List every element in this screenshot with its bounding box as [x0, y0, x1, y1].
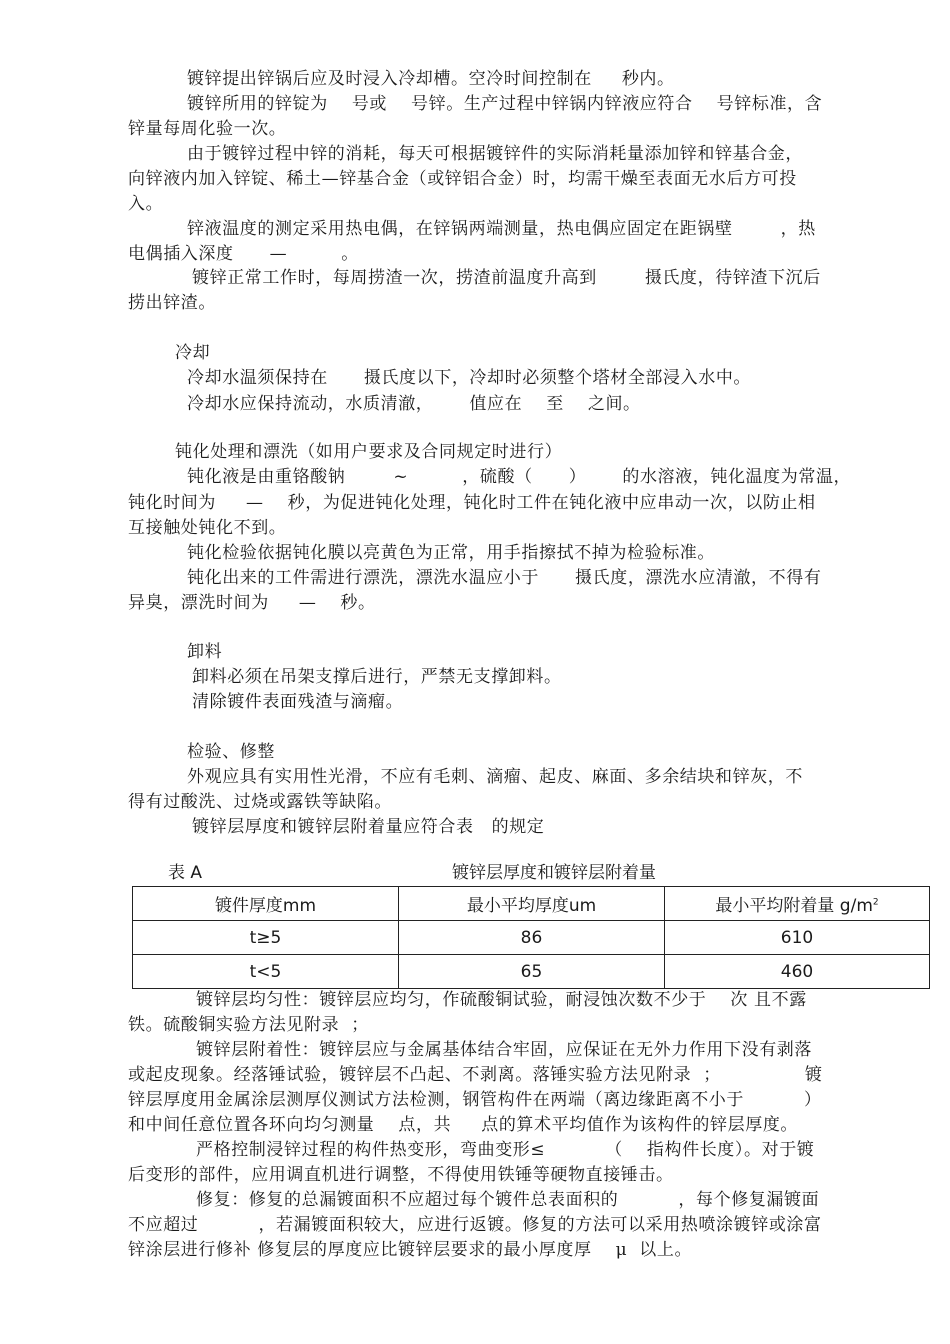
table-cell: 610 — [665, 921, 930, 955]
paragraph-line: 或起皮现象。经落锤试验，镀锌层不凸起、不剥离。落锤实验方法见附录 ； 镀 — [128, 1065, 823, 1085]
paragraph-line: 向锌液内加入锌锭、稀土—锌基合金（或锌铝合金）时，均需干燥至表面无水后方可投 — [128, 169, 797, 189]
paragraph-line: 镀锌提出锌锅后应及时浸入冷却槽。空冷时间控制在 秒内。 — [187, 69, 675, 89]
paragraph-line: 锌层厚度用金属涂层测厚仪测试方法检测，钢管构件在两端（离边缘距离不小于 ） — [128, 1090, 822, 1110]
paragraph-line: 电偶插入深度 — 。 — [128, 244, 359, 264]
header-min-avg-coating: 最小平均附着量 $g/m^2$ — [665, 887, 930, 921]
table-label: 表 A — [168, 863, 203, 883]
paragraph-line: 冷却水温须保持在 摄氏度以下，冷却时必须整个塔材全部浸入水中。 — [187, 368, 752, 388]
section-heading: 检验、修整 — [187, 742, 275, 762]
paragraph-line: 镀锌正常工作时，每周捞渣一次，捞渣前温度升高到 摄氏度，待锌渣下沉后 — [192, 268, 821, 288]
paragraph-line: 镀锌所用的锌锭为 号或 号锌。生产过程中锌锅内锌液应符合 号锌标准，含 — [187, 94, 823, 114]
paragraph-line: 清除镀件表面残渣与滴瘤。 — [192, 692, 404, 712]
paragraph-line: 铁。硫酸铜实验方法见附录 ； — [128, 1015, 369, 1035]
paragraph-line: 钝化检验依据钝化膜以亮黄色为正常，用手指擦拭不掉为检验标准。 — [187, 543, 715, 563]
section-heading: 钝化处理和漂洗（如用户要求及合同规定时进行） — [175, 442, 563, 462]
table-cell: 65 — [399, 955, 665, 989]
paragraph-line: 外观应具有实用性光滑，不应有毛刺、滴瘤、起皮、麻面、多余结块和锌灰，不 — [187, 767, 803, 787]
table-cell: t≥5 — [133, 921, 399, 955]
header-thickness: 镀件厚度mm — [133, 887, 399, 921]
paragraph-line: 锌涂层进行修补 修复层的厚度应比镀锌层要求的最小厚度厚 μ 以上。 — [128, 1240, 693, 1260]
paragraph-line: 入。 — [128, 194, 164, 214]
table-cell: 460 — [665, 955, 930, 989]
table-header-row — [133, 887, 930, 921]
paragraph-line: 得有过酸洗、过烧或露铁等缺陷。 — [128, 792, 392, 812]
paragraph-line: 镀锌层均匀性：镀锌层应均匀，作硫酸铜试验，耐浸蚀次数不少于 次 且不露 — [196, 990, 807, 1010]
paragraph-line: 锌量每周化验一次。 — [128, 119, 287, 139]
paragraph-line: 镀锌层厚度和镀锌层附着量应符合表 的规定 — [192, 817, 545, 837]
paragraph-line: 由于镀锌过程中锌的消耗，每天可根据镀锌件的实际消耗量添加锌和锌基合金， — [187, 144, 803, 164]
section-heading: 冷却 — [175, 343, 211, 363]
paragraph-line: 冷却水应保持流动，水质清澈， 值应在 至 之间。 — [187, 394, 641, 414]
coating-table — [132, 886, 930, 989]
paragraph-line: 卸料必须在吊架支撑后进行，严禁无支撑卸料。 — [192, 667, 562, 687]
paragraph-line: 和中间任意位置各环向均匀测量 点，共 点的算术平均值作为该构件的锌层厚度。 — [128, 1115, 799, 1135]
paragraph-line: 锌液温度的测定采用热电偶，在锌锅两端测量，热电偶应固定在距锅壁 ，热 — [187, 219, 816, 239]
table-cell: t<5 — [133, 955, 399, 989]
table-row — [133, 921, 930, 955]
paragraph-line: 捞出锌渣。 — [128, 293, 216, 313]
table-row — [133, 955, 930, 989]
paragraph-line: 钝化时间为 — 秒，为促进钝化处理，钝化时工件在钝化液中应串动一次，以防止相 — [128, 493, 816, 513]
paragraph-line: 异臭，漂洗时间为 — 秒。 — [128, 593, 376, 613]
paragraph-line: 后变形的部件，应用调直机进行调整，不得使用铁锤等硬物直接锤击。 — [128, 1165, 674, 1185]
paragraph-line: 镀锌层附着性：镀锌层应与金属基体结合牢固，应保证在无外力作用下没有剥落 — [196, 1040, 812, 1060]
table-cell: 86 — [399, 921, 665, 955]
paragraph-line: 不应超过 ，若漏镀面积较大，应进行返镀。修复的方法可以采用热喷涂镀锌或涂富 — [128, 1215, 822, 1235]
paragraph-line: 修复：修复的总漏镀面积不应超过每个镀件总表面积的 ，每个修复漏镀面 — [196, 1190, 820, 1210]
section-heading: 卸料 — [187, 642, 223, 662]
paragraph-line: 钝化液是由重铬酸钠 ~ ，硫酸（ ） 的水溶液，钝化温度为常温， — [187, 467, 852, 487]
paragraph-line: 钝化出来的工件需进行漂洗，漂洗水温应小于 摄氏度，漂洗水应清澈，不得有 — [187, 568, 822, 588]
paragraph-line: 严格控制浸锌过程的构件热变形，弯曲变形≤ （ 指构件长度）。对于镀 — [196, 1140, 815, 1160]
header-min-avg-thickness: 最小平均厚度um — [399, 887, 665, 921]
paragraph-line: 互接触处钝化不到。 — [128, 518, 287, 538]
table-title: 镀锌层厚度和镀锌层附着量 — [452, 863, 656, 883]
